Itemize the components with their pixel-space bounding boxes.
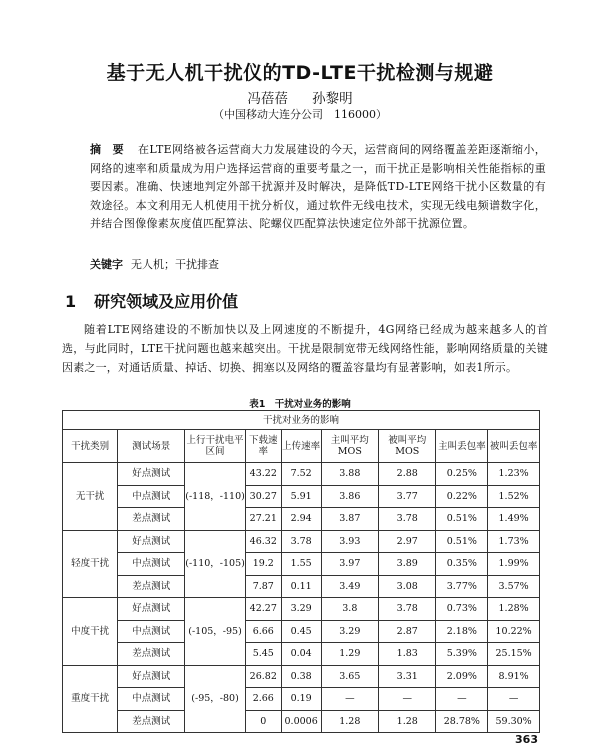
table-cell: 1.55 [281, 553, 321, 576]
uplink-range-cell: (-118，-110) [185, 463, 246, 531]
page-number: 363 [515, 733, 538, 746]
test-scene-cell: 好点测试 [118, 598, 185, 621]
table-cell: 0.11 [281, 575, 321, 598]
table-cell: 1.28 [379, 710, 436, 733]
table-cell: 3.97 [321, 553, 378, 576]
table-cell: 46.32 [245, 530, 281, 553]
table-cell: 0.73% [436, 598, 488, 621]
table-cell: 2.94 [281, 508, 321, 531]
table-cell: 59.30% [488, 710, 540, 733]
table-header-cell: 主叫平均MOS [321, 430, 378, 463]
table-header-cell: 被叫丢包率 [488, 430, 540, 463]
authors [0, 87, 600, 107]
uplink-range-cell: (-110，-105) [185, 530, 246, 598]
table-cell: 3.49 [321, 575, 378, 598]
keywords-text: 无人机；干扰排查 [131, 258, 219, 271]
table-cell: 3.08 [379, 575, 436, 598]
table-row [63, 643, 540, 666]
table-cell: 3.29 [321, 620, 378, 643]
table-cell: 0.51% [436, 508, 488, 531]
test-scene-cell: 中点测试 [118, 485, 185, 508]
table-cell: 3.65 [321, 665, 378, 688]
table-cell: 5.45 [245, 643, 281, 666]
table-cell: 0.38 [281, 665, 321, 688]
table-cell: 25.15% [488, 643, 540, 666]
table-cell: 42.27 [245, 598, 281, 621]
table-row [63, 530, 540, 553]
table-cell: — [321, 688, 378, 711]
table-cell: 43.22 [245, 463, 281, 486]
table-row [63, 598, 540, 621]
keywords [90, 256, 219, 272]
table-cell: 8.91% [488, 665, 540, 688]
table-cell: 0 [245, 710, 281, 733]
section-number: 1 [65, 292, 77, 311]
table-row [63, 665, 540, 688]
interference-category-cell: 重度干扰 [63, 665, 118, 733]
table-cell: 7.52 [281, 463, 321, 486]
table-cell: 1.52% [488, 485, 540, 508]
table-cell: 19.2 [245, 553, 281, 576]
table-cell: 1.73% [488, 530, 540, 553]
table-cell: 3.86 [321, 485, 378, 508]
table-cell: 0.51% [436, 530, 488, 553]
table-cell: 2.09% [436, 665, 488, 688]
table-cell: 1.99% [488, 553, 540, 576]
test-scene-cell: 好点测试 [118, 463, 185, 486]
table-row [63, 688, 540, 711]
uplink-range-cell: (-95，-80) [185, 665, 246, 733]
table-cell: 1.29 [321, 643, 378, 666]
author-name: 孙黎明 [312, 91, 353, 107]
test-scene-cell: 好点测试 [118, 530, 185, 553]
table-cell: 2.87 [379, 620, 436, 643]
uplink-range-cell: (-105，-95) [185, 598, 246, 666]
table-caption: 表1 干扰对业务的影响 [249, 399, 351, 410]
table-cell: 3.78 [379, 598, 436, 621]
table-header-cell: 测试场景 [118, 430, 185, 463]
table-cell: 3.87 [321, 508, 378, 531]
table-cell: 2.97 [379, 530, 436, 553]
table-cell: 0.0006 [281, 710, 321, 733]
table-cell: 0.19 [281, 688, 321, 711]
test-scene-cell: 差点测试 [118, 643, 185, 666]
table-header-cell: 上行干扰电平区间 [185, 430, 246, 463]
table-row [63, 463, 540, 486]
table-cell: 1.23% [488, 463, 540, 486]
table-cell: 3.93 [321, 530, 378, 553]
test-scene-cell: 中点测试 [118, 688, 185, 711]
abstract-label: 摘 要 [90, 143, 124, 156]
table-cell: 0.04 [281, 643, 321, 666]
table-cell: — [488, 688, 540, 711]
author-name: 冯蓓蓓 [247, 91, 288, 107]
test-scene-cell: 差点测试 [118, 575, 185, 598]
keywords-label: 关键字 [90, 258, 123, 271]
table-cell: 6.66 [245, 620, 281, 643]
table-cell: 3.89 [379, 553, 436, 576]
table-cell: 10.22% [488, 620, 540, 643]
table-row [63, 553, 540, 576]
table-cell: 0.25% [436, 463, 488, 486]
table-cell: 26.82 [245, 665, 281, 688]
table-cell: 3.31 [379, 665, 436, 688]
table-cell: 30.27 [245, 485, 281, 508]
table-cell: 3.8 [321, 598, 378, 621]
table-cell: 0.22% [436, 485, 488, 508]
test-scene-cell: 差点测试 [118, 508, 185, 531]
test-scene-cell: 中点测试 [118, 620, 185, 643]
table-cell: 1.49% [488, 508, 540, 531]
table-group-header: 干扰对业务的影响 [63, 411, 540, 430]
data-table [62, 410, 540, 733]
table-cell: 5.91 [281, 485, 321, 508]
table-row [63, 485, 540, 508]
table-header-cell: 被叫平均MOS [379, 430, 436, 463]
table-cell: 3.78 [379, 508, 436, 531]
table-header-cell: 干扰类别 [63, 430, 118, 463]
section-heading [65, 289, 238, 312]
table-cell: 7.87 [245, 575, 281, 598]
table-row [63, 710, 540, 733]
table-cell: 1.83 [379, 643, 436, 666]
table-row [63, 575, 540, 598]
table-cell: 3.77% [436, 575, 488, 598]
section-title: 研究领域及应用价值 [94, 292, 239, 311]
table-cell: 5.39% [436, 643, 488, 666]
table-cell: 3.77 [379, 485, 436, 508]
paper-title: 基于无人机干扰仪的TD-LTE干扰检测与规避 [106, 62, 494, 84]
test-scene-cell: 好点测试 [118, 665, 185, 688]
table-cell: 2.66 [245, 688, 281, 711]
table-header-cell: 主叫丢包率 [436, 430, 488, 463]
abstract [90, 141, 546, 234]
table-cell: 1.28% [488, 598, 540, 621]
table-cell: — [379, 688, 436, 711]
table-header-cell: 上传速率 [281, 430, 321, 463]
table-cell: 2.88 [379, 463, 436, 486]
table-cell: 28.78% [436, 710, 488, 733]
body-paragraph: 随着LTE网络建设的不断加快以及上网速度的不断提升，4G网络已经成为越来越多人的首选，与此同时，LTE干扰问题也越来越突出。干扰是限制宽带无线网络性能，影响网络质量的关键因素之一，对通话质量、掉话、切换、拥塞以及网络的覆盖容量均有显著影响，如表1所示。 [62, 323, 548, 374]
interference-category-cell: 无干扰 [63, 463, 118, 531]
test-scene-cell: 差点测试 [118, 710, 185, 733]
test-scene-cell: 中点测试 [118, 553, 185, 576]
table-header-cell: 下载速率 [245, 430, 281, 463]
table-cell: 3.78 [281, 530, 321, 553]
interference-category-cell: 轻度干扰 [63, 530, 118, 598]
table-cell: 1.28 [321, 710, 378, 733]
table-cell: 0.45 [281, 620, 321, 643]
table-cell: 0.35% [436, 553, 488, 576]
table-row [63, 620, 540, 643]
table-cell: 27.21 [245, 508, 281, 531]
table-row [63, 508, 540, 531]
interference-category-cell: 中度干扰 [63, 598, 118, 666]
affiliation: （中国移动大连分公司 116000） [213, 108, 387, 121]
table-cell: 3.29 [281, 598, 321, 621]
abstract-text: 在LTE网络被各运营商大力发展建设的今天，运营商间的网络覆盖差距逐渐缩小，网络的速率和质量成为用户选择运营商的重要考量之一，而干扰正是影响相关性能指标的重要因素。准确、快速地判定外部干扰源并及时解决，是降低TD-LTE网络干扰小区数量的有效途径。本文利用无人机使用干扰分析仪，通过软件无线电技术，实现无线电频谱数字化，并结合图像像素灰度值匹配算法、陀螺仪匹配算法快速定位外部干扰源位置。 [90, 143, 546, 231]
table-cell: — [436, 688, 488, 711]
table-cell: 3.88 [321, 463, 378, 486]
table-cell: 2.18% [436, 620, 488, 643]
table-cell: 3.57% [488, 575, 540, 598]
